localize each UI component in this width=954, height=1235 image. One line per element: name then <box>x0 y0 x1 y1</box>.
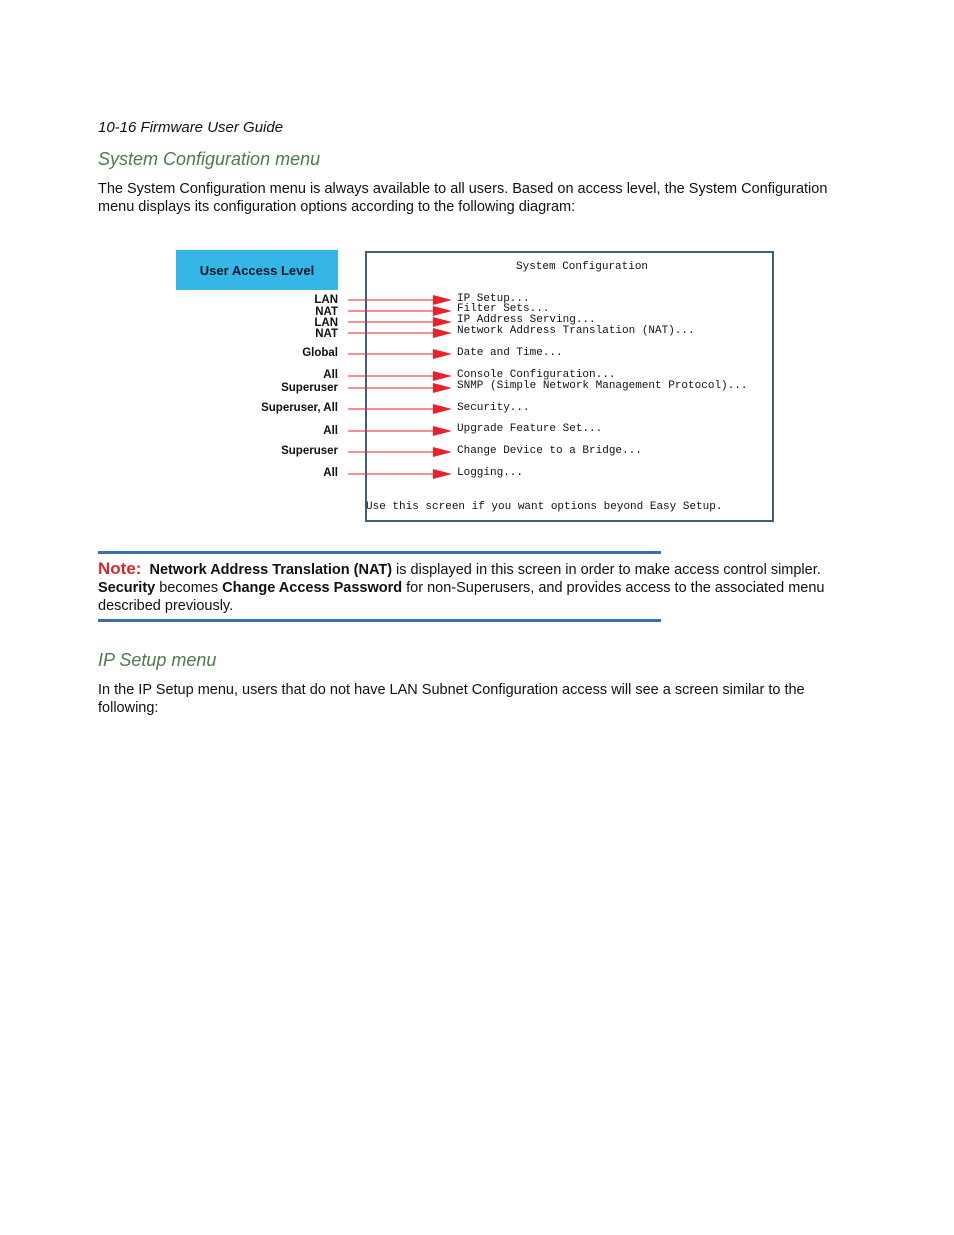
note-text: for non-Superusers, and provides access to the associated menu described previously. <box>98 580 825 614</box>
arrow-head <box>433 306 452 316</box>
menu-item: SNMP (Simple Network Management Protocol)... <box>457 380 748 392</box>
menu-item: IP Setup... <box>457 293 530 305</box>
menu-item: Upgrade Feature Set... <box>457 423 603 435</box>
menu-item: Filter Sets... <box>457 303 550 315</box>
note-term-change-access-password: Change Access Password <box>222 580 403 596</box>
screen-footer: Use this screen if you want options beyond Easy Setup. <box>366 501 723 513</box>
menu-item: Console Configuration... <box>457 369 616 381</box>
access-level-label: Superuser <box>281 382 338 394</box>
user-access-level-label: User Access Level <box>199 262 315 278</box>
note-bottom-rule <box>98 619 661 622</box>
arrow-head <box>433 426 452 436</box>
section-intro-system-configuration: The System Configuration menu is always available to all users. Based on access level, the System Configuration menu displays its configuration options according to the following diagram: <box>98 181 828 215</box>
running-head: 10-16 Firmware User Guide <box>98 119 284 136</box>
access-level-label: NAT <box>315 306 338 318</box>
access-level-label: All <box>323 369 338 381</box>
note-paragraph <box>98 560 858 615</box>
note-term-security: Security <box>98 580 156 596</box>
menu-item: Change Device to a Bridge... <box>457 445 642 457</box>
note-term-nat: Network Address Translation (NAT) <box>149 562 393 578</box>
arrow-head <box>433 447 452 457</box>
screen-title: System Configuration <box>516 261 649 273</box>
note-label: Note: <box>98 559 142 578</box>
menu-item: Network Address Translation (NAT)... <box>457 325 695 337</box>
menu-item: Date and Time... <box>457 347 563 359</box>
note-top-rule <box>98 551 661 554</box>
arrow-group <box>348 295 452 479</box>
arrow-head <box>433 404 452 414</box>
access-level-label: NAT <box>315 328 338 340</box>
arrow-head <box>433 383 452 393</box>
arrow-head <box>433 349 452 359</box>
access-level-label: LAN <box>314 294 338 306</box>
access-level-label: Superuser, All <box>261 402 338 414</box>
menu-item: Logging... <box>457 467 524 479</box>
arrow-head <box>433 469 452 479</box>
access-level-label: Superuser <box>281 445 338 457</box>
access-level-label: All <box>323 425 338 437</box>
note-text: becomes <box>155 580 223 596</box>
section-title-ip-setup: IP Setup menu <box>98 650 217 670</box>
arrow-head <box>433 371 452 381</box>
section-title-system-configuration: System Configuration menu <box>98 149 321 169</box>
arrow-head <box>433 317 452 327</box>
section-intro-ip-setup: In the IP Setup menu, users that do not have LAN Subnet Configuration access will see a screen similar to the following: <box>98 682 805 716</box>
access-level-label: All <box>323 467 338 479</box>
menu-item: IP Address Serving... <box>457 314 596 326</box>
note-text: is displayed in this screen in order to make access control simpler. <box>392 562 821 578</box>
arrow-head <box>433 328 452 338</box>
arrow-head <box>433 295 452 305</box>
access-level-label: LAN <box>314 317 338 329</box>
access-level-label: Global <box>302 347 338 359</box>
menu-item: Security... <box>457 402 530 414</box>
